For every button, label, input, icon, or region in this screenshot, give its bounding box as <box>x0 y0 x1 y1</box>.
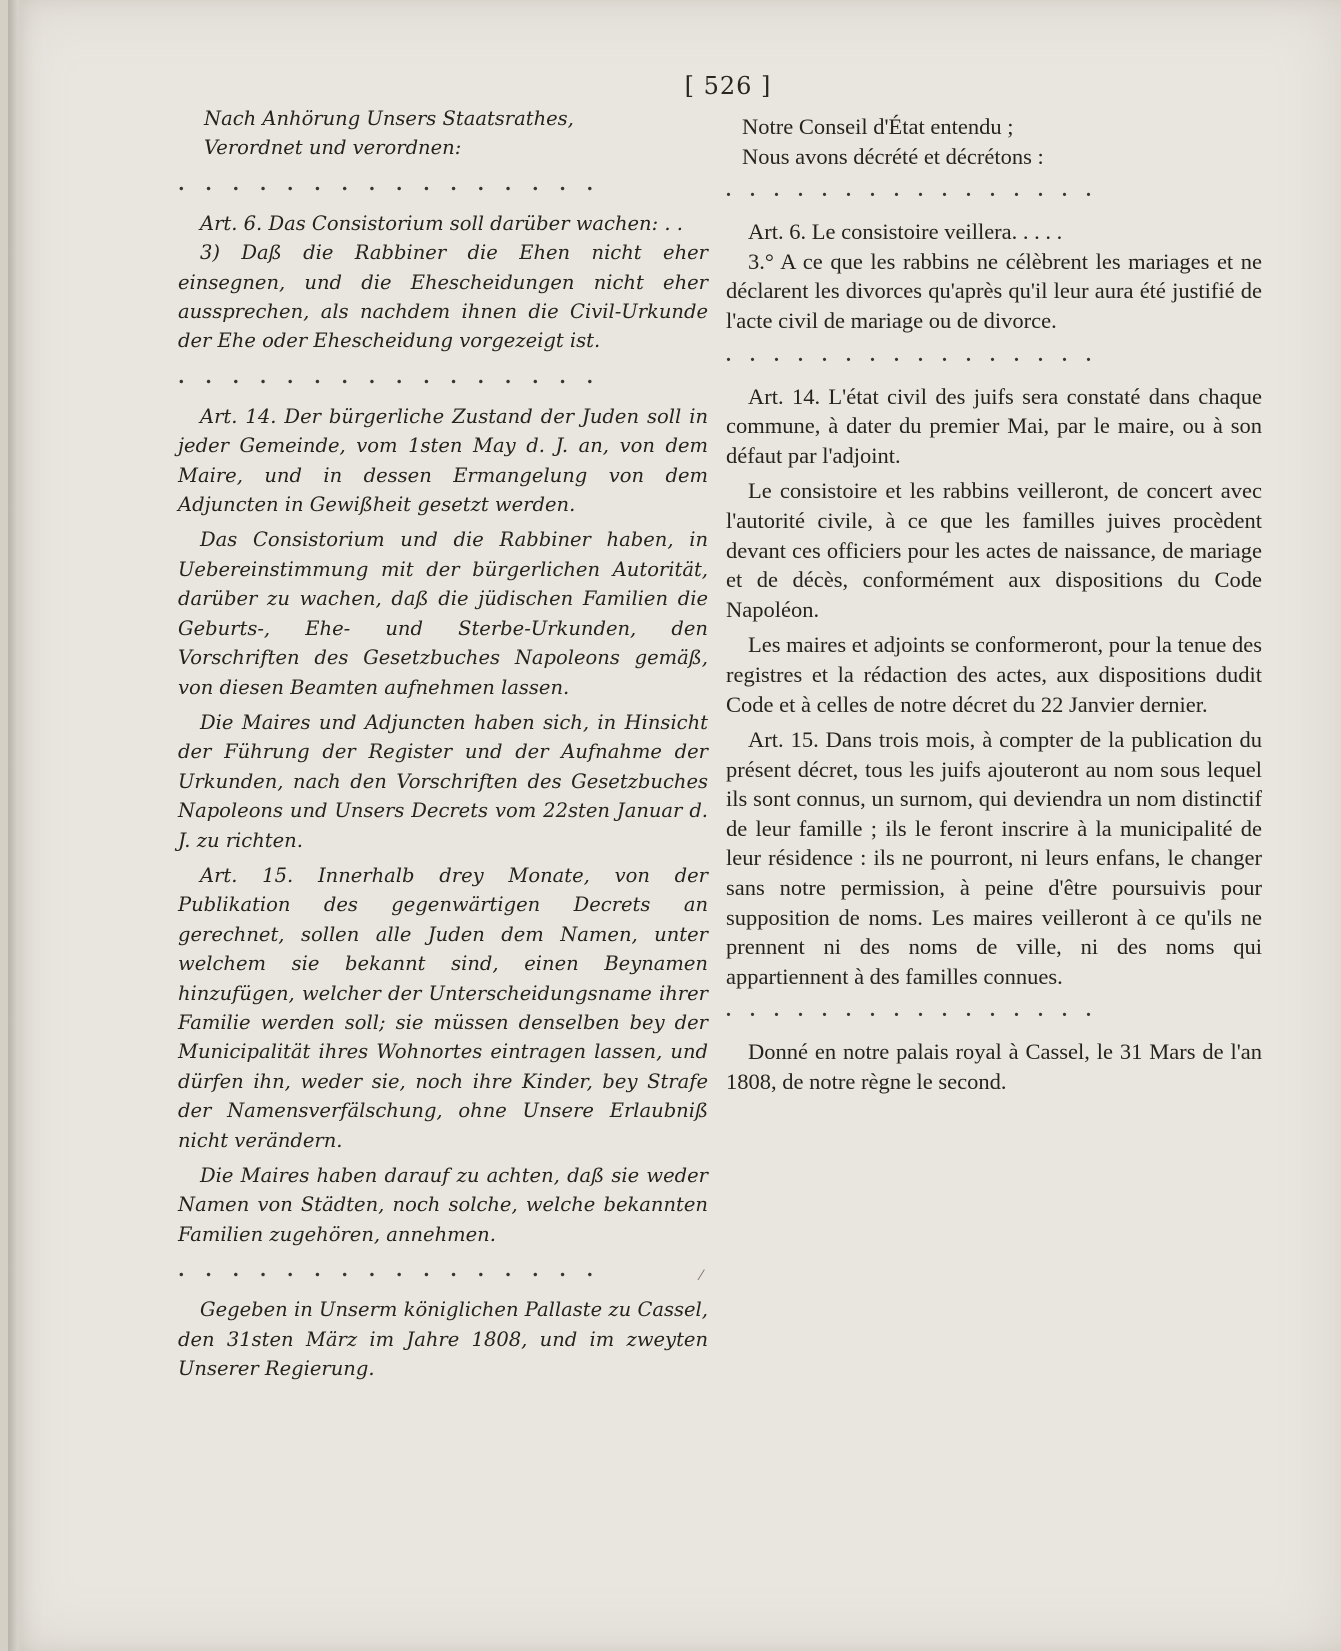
de-preamble-1: Nach Anhörung Unsers Staatsrathes, <box>204 107 574 130</box>
de-dots-2: . . . . . . . . . . . . . . . . <box>178 365 594 388</box>
book-page <box>8 0 1341 1651</box>
fr-art14-p3: Les maires et adjoints se conformeront, pour la tenue des registres et la rédaction des actes, aux dispositions dudit Code et à celles de notre décret du 22 Janvier dernier. <box>726 632 1262 717</box>
de-art15-p2: Die Maires haben darauf zu achten, daß sie weder Namen von Städten, noch solche, welche bekannten Familien zugehören, annehmen. <box>178 1164 708 1246</box>
de-art14-p1: Art. 14. Der bürgerliche Zustand der Juden soll in jeder Gemeinde, vom 1sten May d. J. an, von dem Maire, und in dessen Ermangelung von dem Adjuncten in Gewißheit gesetzt werden. <box>178 404 708 517</box>
de-art6-item3: 3) Daß die Rabbiner die Ehen nicht eher einsegnen, und die Ehescheidungen nicht eher aussprechen, als nachdem ihnen die Civil-Urkunde der Ehe oder Ehescheidung vorgezeigt ist. <box>178 241 708 353</box>
german-column <box>178 104 708 1383</box>
fr-preamble-1: Notre Conseil d'État entendu ; <box>742 114 1014 139</box>
fr-preamble-2: Nous avons décrété et décrétons : <box>742 143 1044 169</box>
de-art15-p1: Art. 15. Innerhalb drey Monate, von der Publikation des gegenwärtigen Decrets an gerechnet, sollen alle Juden dem Namen, unter welchem sie bekannt sind, einen Beynamen hinzufügen, welcher der Unterscheidungsname ihrer Familie werden soll; sie müssen denselben bey der Municipalität ihres Wohnortes eintragen lassen, und dürfen ihn, weder sie, noch ihre Kinder, bey Strafe der Namensverfälschung, ohne Unsere Erlaubniß nicht verändern. <box>178 863 708 1152</box>
de-given: Gegeben in Unserm königlichen Pallaste zu Cassel, den 31sten März im Jahre 1808, und im zweyten Unserer Regierung. <box>178 1298 708 1381</box>
fr-art15-p1: Art. 15. Dans trois mois, à compter de la publication du présent décret, tous les juifs ajouteront au nom sous lequel ils sont connus, un surnom, qui deviendra un nom distinctif de leur famille ; ils le feront inscrire à la municipalité de leur résidence : ils ne pourront, ni leurs enfans, le changer sans notre permission, à peine d'être poursuivis pour supposition de noms. Les maires veilleront à ce qu'ils ne prennent ni des noms de ville, ni des noms qui appartiennent à des familles connues. <box>726 727 1262 989</box>
french-column <box>726 112 1262 1097</box>
fr-dots-2: . . . . . . . . . . . . . . . . <box>726 343 1091 366</box>
fr-dots-1: . . . . . . . . . . . . . . . . <box>726 179 1091 202</box>
de-dots-1: . . . . . . . . . . . . . . . . <box>178 172 594 195</box>
fr-art14-p1: Art. 14. L'état civil des juifs sera constaté dans chaque commune, à dater du premier Mai, par le maire, ou à son défaut par l'adjoint. <box>726 383 1262 468</box>
fr-art6-item3: 3.° A ce que les rabbins ne célèbrent les mariages et ne déclarent les divorces qu'après qu'il leur aura été justifié de l'acte civil de mariage ou de divorce. <box>726 248 1262 333</box>
de-art14-p3: Die Maires und Adjuncten haben sich, in Hinsicht der Führung der Register und der Aufnahme der Urkunden, nach den Vorschriften des Gesetzbuches Napoleons und Unsers Decrets vom 22sten Januar d. J. zu richten. <box>178 710 708 852</box>
fr-given: Donné en notre palais royal à Cassel, le 31 Mars de l'an 1808, de notre règne le second. <box>726 1039 1262 1095</box>
ink-mark: ⁄ <box>700 1268 703 1284</box>
de-art14-p2: Das Consistorium und die Rabbiner haben, in Uebereinstimmung mit der bürgerlichen Autorität, darüber zu wachen, daß die jüdischen Familien die Geburts-, Ehe- und Sterbe-Urkunden, den Vorschriften des Gesetzbuches Napoleons gemäß, von diesen Beamten aufnehmen lassen. <box>178 528 708 699</box>
de-preamble-2: Verordnet und verordnen: <box>204 136 462 160</box>
fr-art6-heading: Art. 6. Le consistoire veillera. . . . . <box>748 219 1063 245</box>
page-number: [ 526 ] <box>684 72 772 100</box>
fr-dots-3: . . . . . . . . . . . . . . . . <box>726 999 1091 1022</box>
fr-art14-p2: Le consistoire et les rabbins veilleront, de concert avec l'autorité civile, à ce que les familles juives procèdent devant ces officiers pour les actes de naissance, de mariage et de décès, conformément aux dispositions du Code Napoléon. <box>726 478 1262 622</box>
de-art6-heading: Art. 6. Das Consistorium soll darüber wachen: . . <box>200 211 683 235</box>
de-dots-3: . . . . . . . . . . . . . . . . <box>178 1259 594 1282</box>
binding-gutter <box>8 0 24 1651</box>
